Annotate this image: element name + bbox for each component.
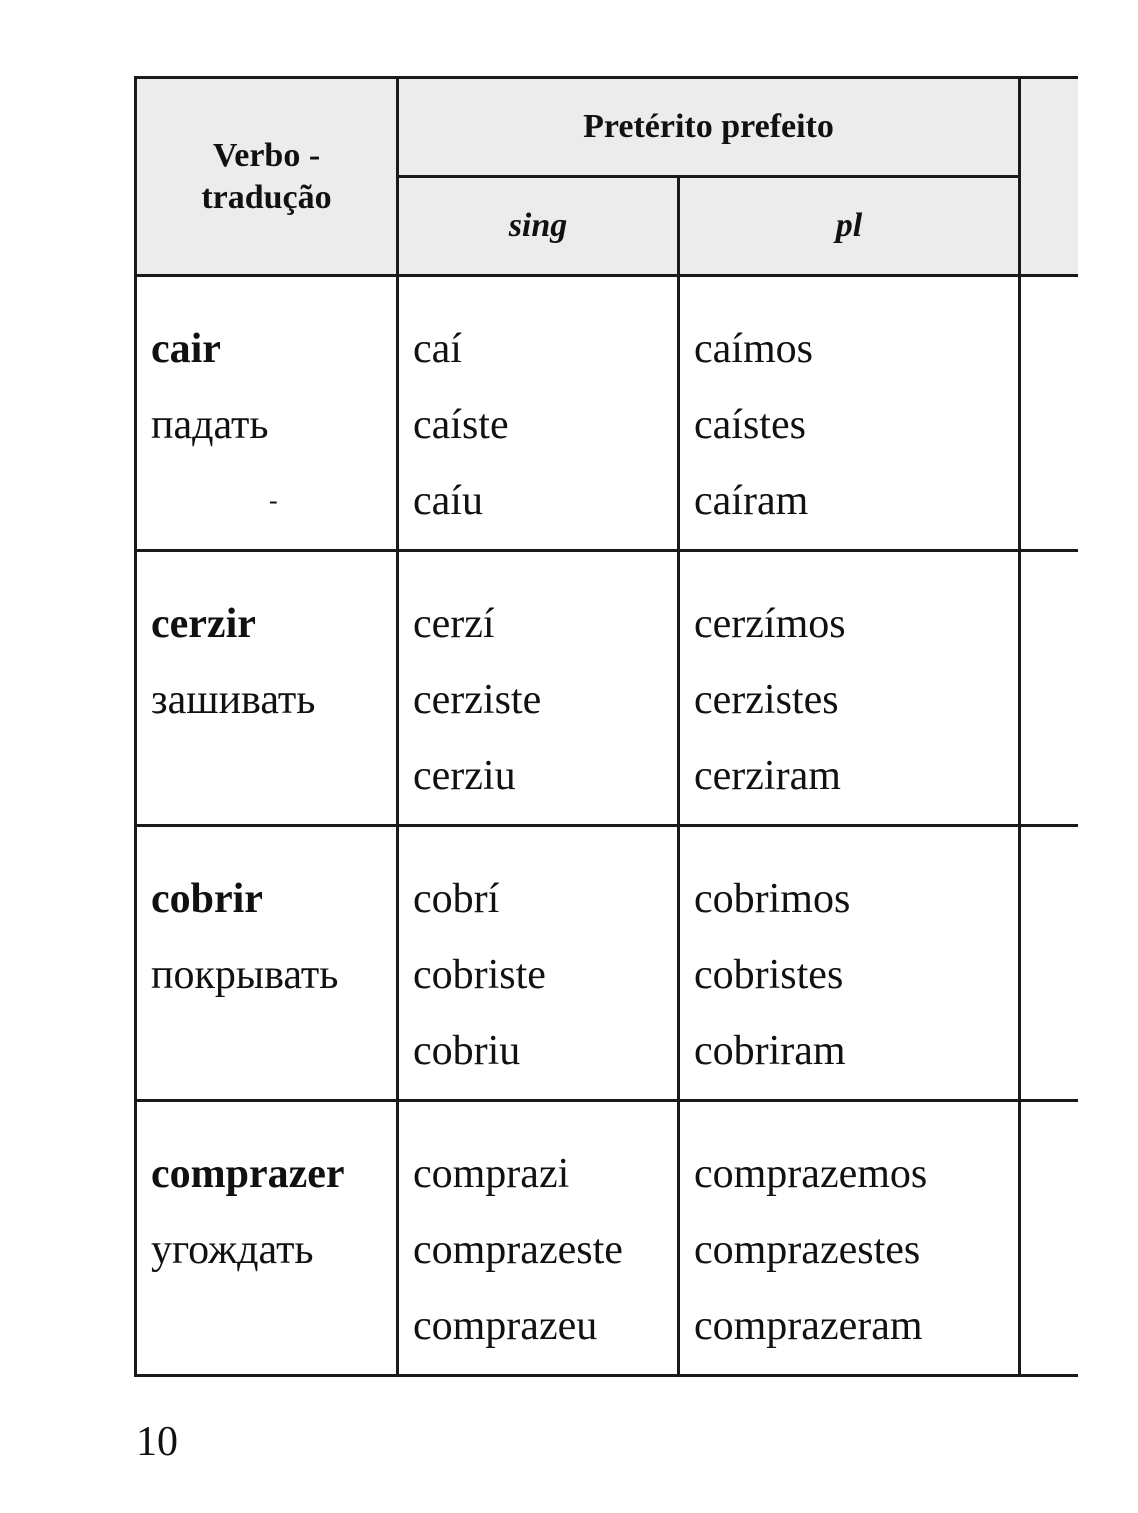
- pl-form: comprazeram: [694, 1303, 923, 1349]
- verb-infinitive: comprazer: [151, 1151, 345, 1197]
- pl-form: cobrimos: [694, 876, 851, 922]
- header-verb-translation: [136, 78, 398, 276]
- verb-translation: зашивать: [151, 677, 316, 723]
- header-row-top: [136, 78, 1078, 177]
- header-tense-label: Pretérito prefeito: [583, 108, 834, 145]
- pl-form: cerziram: [694, 753, 841, 799]
- verb-cell: [136, 276, 398, 551]
- header-traducao-label: tradução: [201, 178, 332, 216]
- pl-form: caístes: [694, 402, 806, 448]
- sing-form: caíste: [413, 402, 509, 448]
- sing-form: cerziste: [413, 677, 542, 723]
- sing-form: comprazi: [413, 1151, 570, 1197]
- sing-cell: [398, 1101, 679, 1376]
- edge-cell: [1020, 826, 1078, 1101]
- header-edge-cell: [1020, 78, 1078, 276]
- pl-cell: [679, 551, 1020, 826]
- sing-form: caí: [413, 326, 462, 372]
- table-row: [136, 826, 1078, 1101]
- verb-infinitive: cair: [151, 326, 221, 372]
- edge-cell: [1020, 1101, 1078, 1376]
- edge-cell: [1020, 551, 1078, 826]
- verb-cell: [136, 551, 398, 826]
- pl-form: cobristes: [694, 952, 844, 998]
- pl-form: caíram: [694, 478, 809, 524]
- pl-form: cerzímos: [694, 601, 846, 647]
- verb-translation: падать: [151, 402, 269, 448]
- verb-translation: угождать: [151, 1227, 314, 1273]
- sing-form: cobriste: [413, 952, 546, 998]
- pl-cell: [679, 276, 1020, 551]
- table-row: [136, 276, 1078, 551]
- header-sing: [398, 177, 679, 276]
- page-number: 10: [136, 1419, 178, 1465]
- conjugation-table: [134, 76, 1078, 1377]
- pl-form: caímos: [694, 326, 813, 372]
- edge-cell: [1020, 276, 1078, 551]
- sing-form: comprazeste: [413, 1227, 623, 1273]
- verb-cell: [136, 826, 398, 1101]
- verb-cell: [136, 1101, 398, 1376]
- pl-form: cobriram: [694, 1028, 846, 1074]
- header-pl-label: pl: [835, 207, 863, 244]
- sing-form: cerzí: [413, 601, 495, 647]
- conjugation-table-wrapper: [134, 76, 1076, 1388]
- verb-infinitive: cerzir: [151, 601, 256, 647]
- pl-form: cerzistes: [694, 677, 839, 723]
- sing-form: comprazeu: [413, 1303, 598, 1349]
- verb-translation: покрывать: [151, 952, 339, 998]
- pl-form: comprazemos: [694, 1151, 928, 1197]
- sing-cell: [398, 276, 679, 551]
- table-row: [136, 551, 1078, 826]
- pl-cell: [679, 826, 1020, 1101]
- header-pl: [679, 177, 1020, 276]
- sing-cell: [398, 551, 679, 826]
- sing-form: cobrí: [413, 876, 500, 922]
- sing-form: caíu: [413, 478, 483, 524]
- sing-cell: [398, 826, 679, 1101]
- stray-mark: -: [269, 486, 278, 515]
- table-row: [136, 1101, 1078, 1376]
- header-sing-label: sing: [508, 207, 568, 244]
- header-verbo-label: Verbo -: [212, 136, 321, 174]
- sing-form: cobriu: [413, 1028, 521, 1074]
- pl-cell: [679, 1101, 1020, 1376]
- sing-form: cerziu: [413, 753, 516, 799]
- pl-form: comprazestes: [694, 1227, 921, 1273]
- header-tense: [398, 78, 1020, 177]
- verb-infinitive: cobrir: [151, 876, 263, 922]
